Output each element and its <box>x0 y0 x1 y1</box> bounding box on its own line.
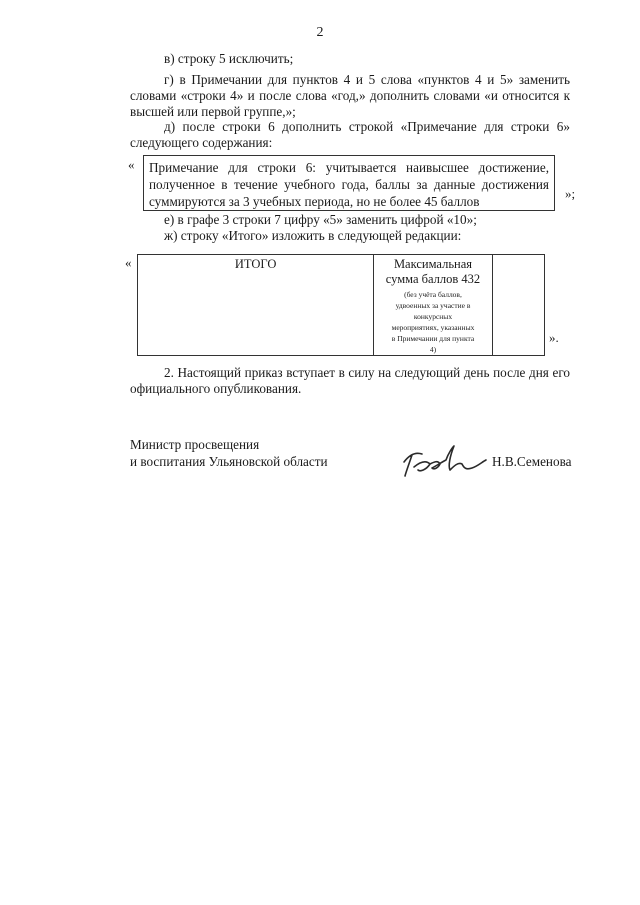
page-number: 2 <box>316 25 324 40</box>
note-line-3: суммируются за 3 учебных периода, но не более 45 баллов <box>149 194 480 209</box>
max-note-line: мероприятиях, указанных <box>391 323 475 332</box>
itogo-close-quote: ». <box>549 330 559 345</box>
item-g-line2: словами «строки 4» и после слова «год,» дополнить словами «и относится к <box>130 88 570 103</box>
item-v: в) строку 5 исключить; <box>164 51 294 66</box>
itogo-table <box>137 254 545 356</box>
item-zh: ж) строку «Итого» изложить в следующей редакции: <box>164 228 462 243</box>
paragraph-2-line2: официального опубликования. <box>130 381 302 396</box>
itogo-label: ИТОГО <box>234 257 277 271</box>
max-score-note <box>374 289 491 355</box>
item-d-line2: следующего содержания: <box>130 135 273 150</box>
note-line-1: Примечание для строки 6: учитывается наивысшее достижение, <box>149 160 549 175</box>
max-note-line: конкурсных <box>413 312 453 321</box>
signatory-position <box>130 436 328 470</box>
max-note-line: (без учёта баллов, <box>404 290 462 299</box>
itogo-max-cell <box>374 255 492 356</box>
signatory-name: Н.В.Семенова <box>492 454 572 469</box>
note-close-quote: »; <box>565 186 576 201</box>
position-line-2: и воспитания Ульяновской области <box>130 454 328 469</box>
note-line-2: полученное в течение учебного года, баллы за данные достижения <box>149 177 549 192</box>
note-open-quote: « <box>128 157 135 172</box>
position-line-1: Министр просвещения <box>130 437 260 452</box>
max-score-line1: Максимальная <box>393 257 473 271</box>
note-box <box>143 155 555 211</box>
max-score-line2: сумма баллов 432 <box>385 272 481 286</box>
max-note-line: в Примечании для пункта <box>391 334 475 343</box>
itogo-open-quote: « <box>125 255 132 270</box>
item-e: е) в графе 3 строки 7 цифру «5» заменить цифрой «10»; <box>164 212 477 227</box>
handwritten-signature <box>400 440 490 480</box>
itogo-empty-cell <box>492 255 544 356</box>
paragraph-2-line1: 2. Настоящий приказ вступает в силу на следующий день после дня его <box>164 365 570 380</box>
item-g-line3: высшей или первой группе,»; <box>130 104 296 119</box>
itogo-label-cell <box>138 255 374 356</box>
max-note-line: удвоенных за участие в <box>395 301 471 310</box>
item-g-line1: г) в Примечании для пунктов 4 и 5 слова «пунктов 4 и 5» заменить <box>164 72 570 87</box>
item-d-line1: д) после строки 6 дополнить строкой «Примечание для строки 6» <box>164 119 570 134</box>
max-note-line: 4) <box>429 345 437 354</box>
